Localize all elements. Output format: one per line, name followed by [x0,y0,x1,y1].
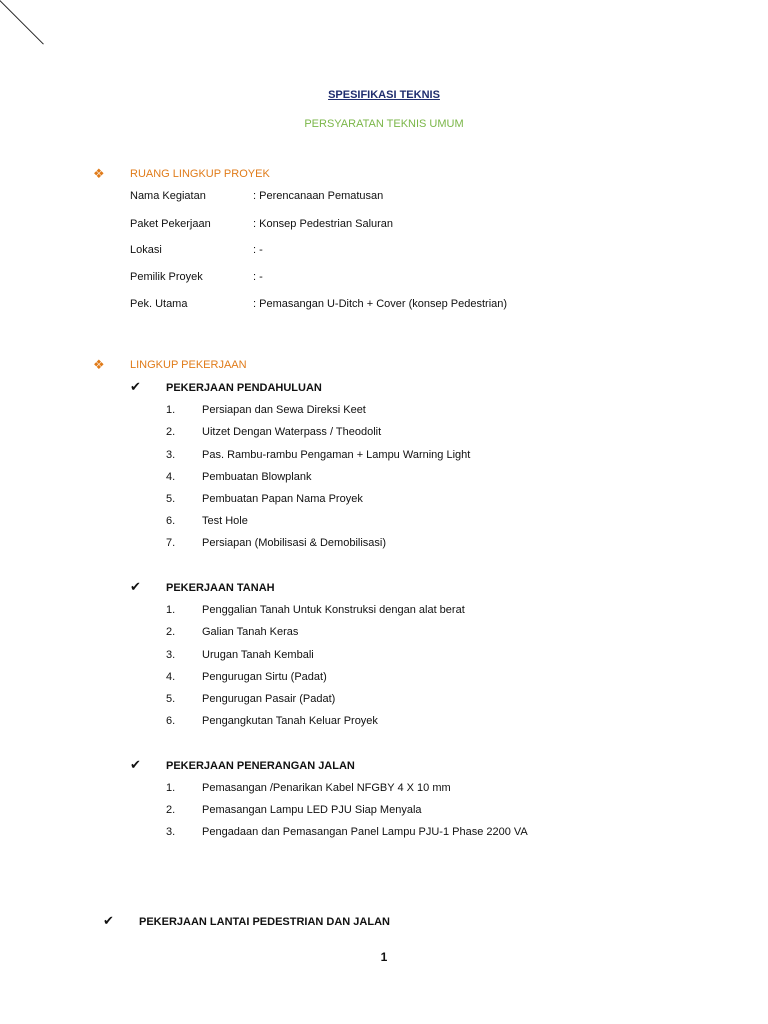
list-item: Pemasangan Lampu LED PJU Siap Menyala [202,804,422,816]
field-label: Pek. Utama [130,298,188,310]
item-number: 7. [166,537,176,549]
item-number: 5. [166,693,176,705]
item-number: 4. [166,471,176,483]
list-item: Persiapan dan Sewa Direksi Keet [202,404,366,416]
document-subtitle: PERSYARATAN TEKNIS UMUM [304,118,464,130]
field-value: : Perencanaan Pematusan [253,190,384,202]
item-number: 3. [166,826,176,838]
field-value: : Pemasangan U-Ditch + Cover (konsep Pedestrian) [253,298,508,310]
checkmark-icon: ✔ [130,757,141,772]
list-item: Pembuatan Blowplank [202,471,312,483]
field-value: : - [253,271,263,283]
item-number: 2. [166,426,176,438]
item-number: 1. [166,604,176,616]
list-item: Pengadaan dan Pemasangan Panel Lampu PJU-1 Phase 2200 VA [202,826,528,838]
group-title: PEKERJAAN TANAH [166,582,275,594]
item-number: 1. [166,404,176,416]
diamond-bullet-icon: ❖ [93,166,105,181]
section-heading-lingkup-pekerjaan: LINGKUP PEKERJAAN [130,359,247,371]
page-number: 1 [380,950,388,964]
item-number: 4. [166,671,176,683]
field-value: : - [253,244,263,256]
diamond-bullet-icon: ❖ [93,357,105,372]
list-item: Pengurugan Pasair (Padat) [202,693,336,705]
item-number: 3. [166,449,176,461]
checkmark-icon: ✔ [130,379,141,394]
item-number: 2. [166,626,176,638]
checkmark-icon: ✔ [103,913,114,928]
item-number: 5. [166,493,176,505]
list-item: Pengurugan Sirtu (Padat) [202,671,327,683]
list-item: Urugan Tanah Kembali [202,649,314,661]
group-title: PEKERJAAN PENDAHULUAN [166,382,322,394]
list-item: Persiapan (Mobilisasi & Demobilisasi) [202,537,387,549]
group-title: PEKERJAAN LANTAI PEDESTRIAN DAN JALAN [139,916,390,928]
item-number: 6. [166,515,176,527]
item-number: 3. [166,649,176,661]
list-item: Test Hole [202,515,248,527]
item-number: 1. [166,782,176,794]
list-item: Galian Tanah Keras [202,626,299,638]
list-item: Pembuatan Papan Nama Proyek [202,493,363,505]
list-item: Pemasangan /Penarikan Kabel NFGBY 4 X 10 mm [202,782,451,794]
list-item: Pas. Rambu-rambu Pengaman + Lampu Warning Light [202,449,471,461]
field-label: Nama Kegiatan [130,190,206,202]
list-item: Pengangkutan Tanah Keluar Proyek [202,715,378,727]
list-item: Penggalian Tanah Untuk Konstruksi dengan alat berat [202,604,465,616]
item-number: 2. [166,804,176,816]
corner-crop-line [0,0,44,45]
group-title: PEKERJAAN PENERANGAN JALAN [166,760,355,772]
field-label: Lokasi [130,244,162,256]
item-number: 6. [166,715,176,727]
field-label: Paket Pekerjaan [130,218,211,230]
checkmark-icon: ✔ [130,579,141,594]
section-heading-ruang-lingkup: RUANG LINGKUP PROYEK [130,168,270,180]
field-label: Pemilik Proyek [130,271,203,283]
list-item: Uitzet Dengan Waterpass / Theodolit [202,426,382,438]
field-value: : Konsep Pedestrian Saluran [253,218,394,230]
document-title: SPESIFIKASI TEKNIS [328,89,440,101]
